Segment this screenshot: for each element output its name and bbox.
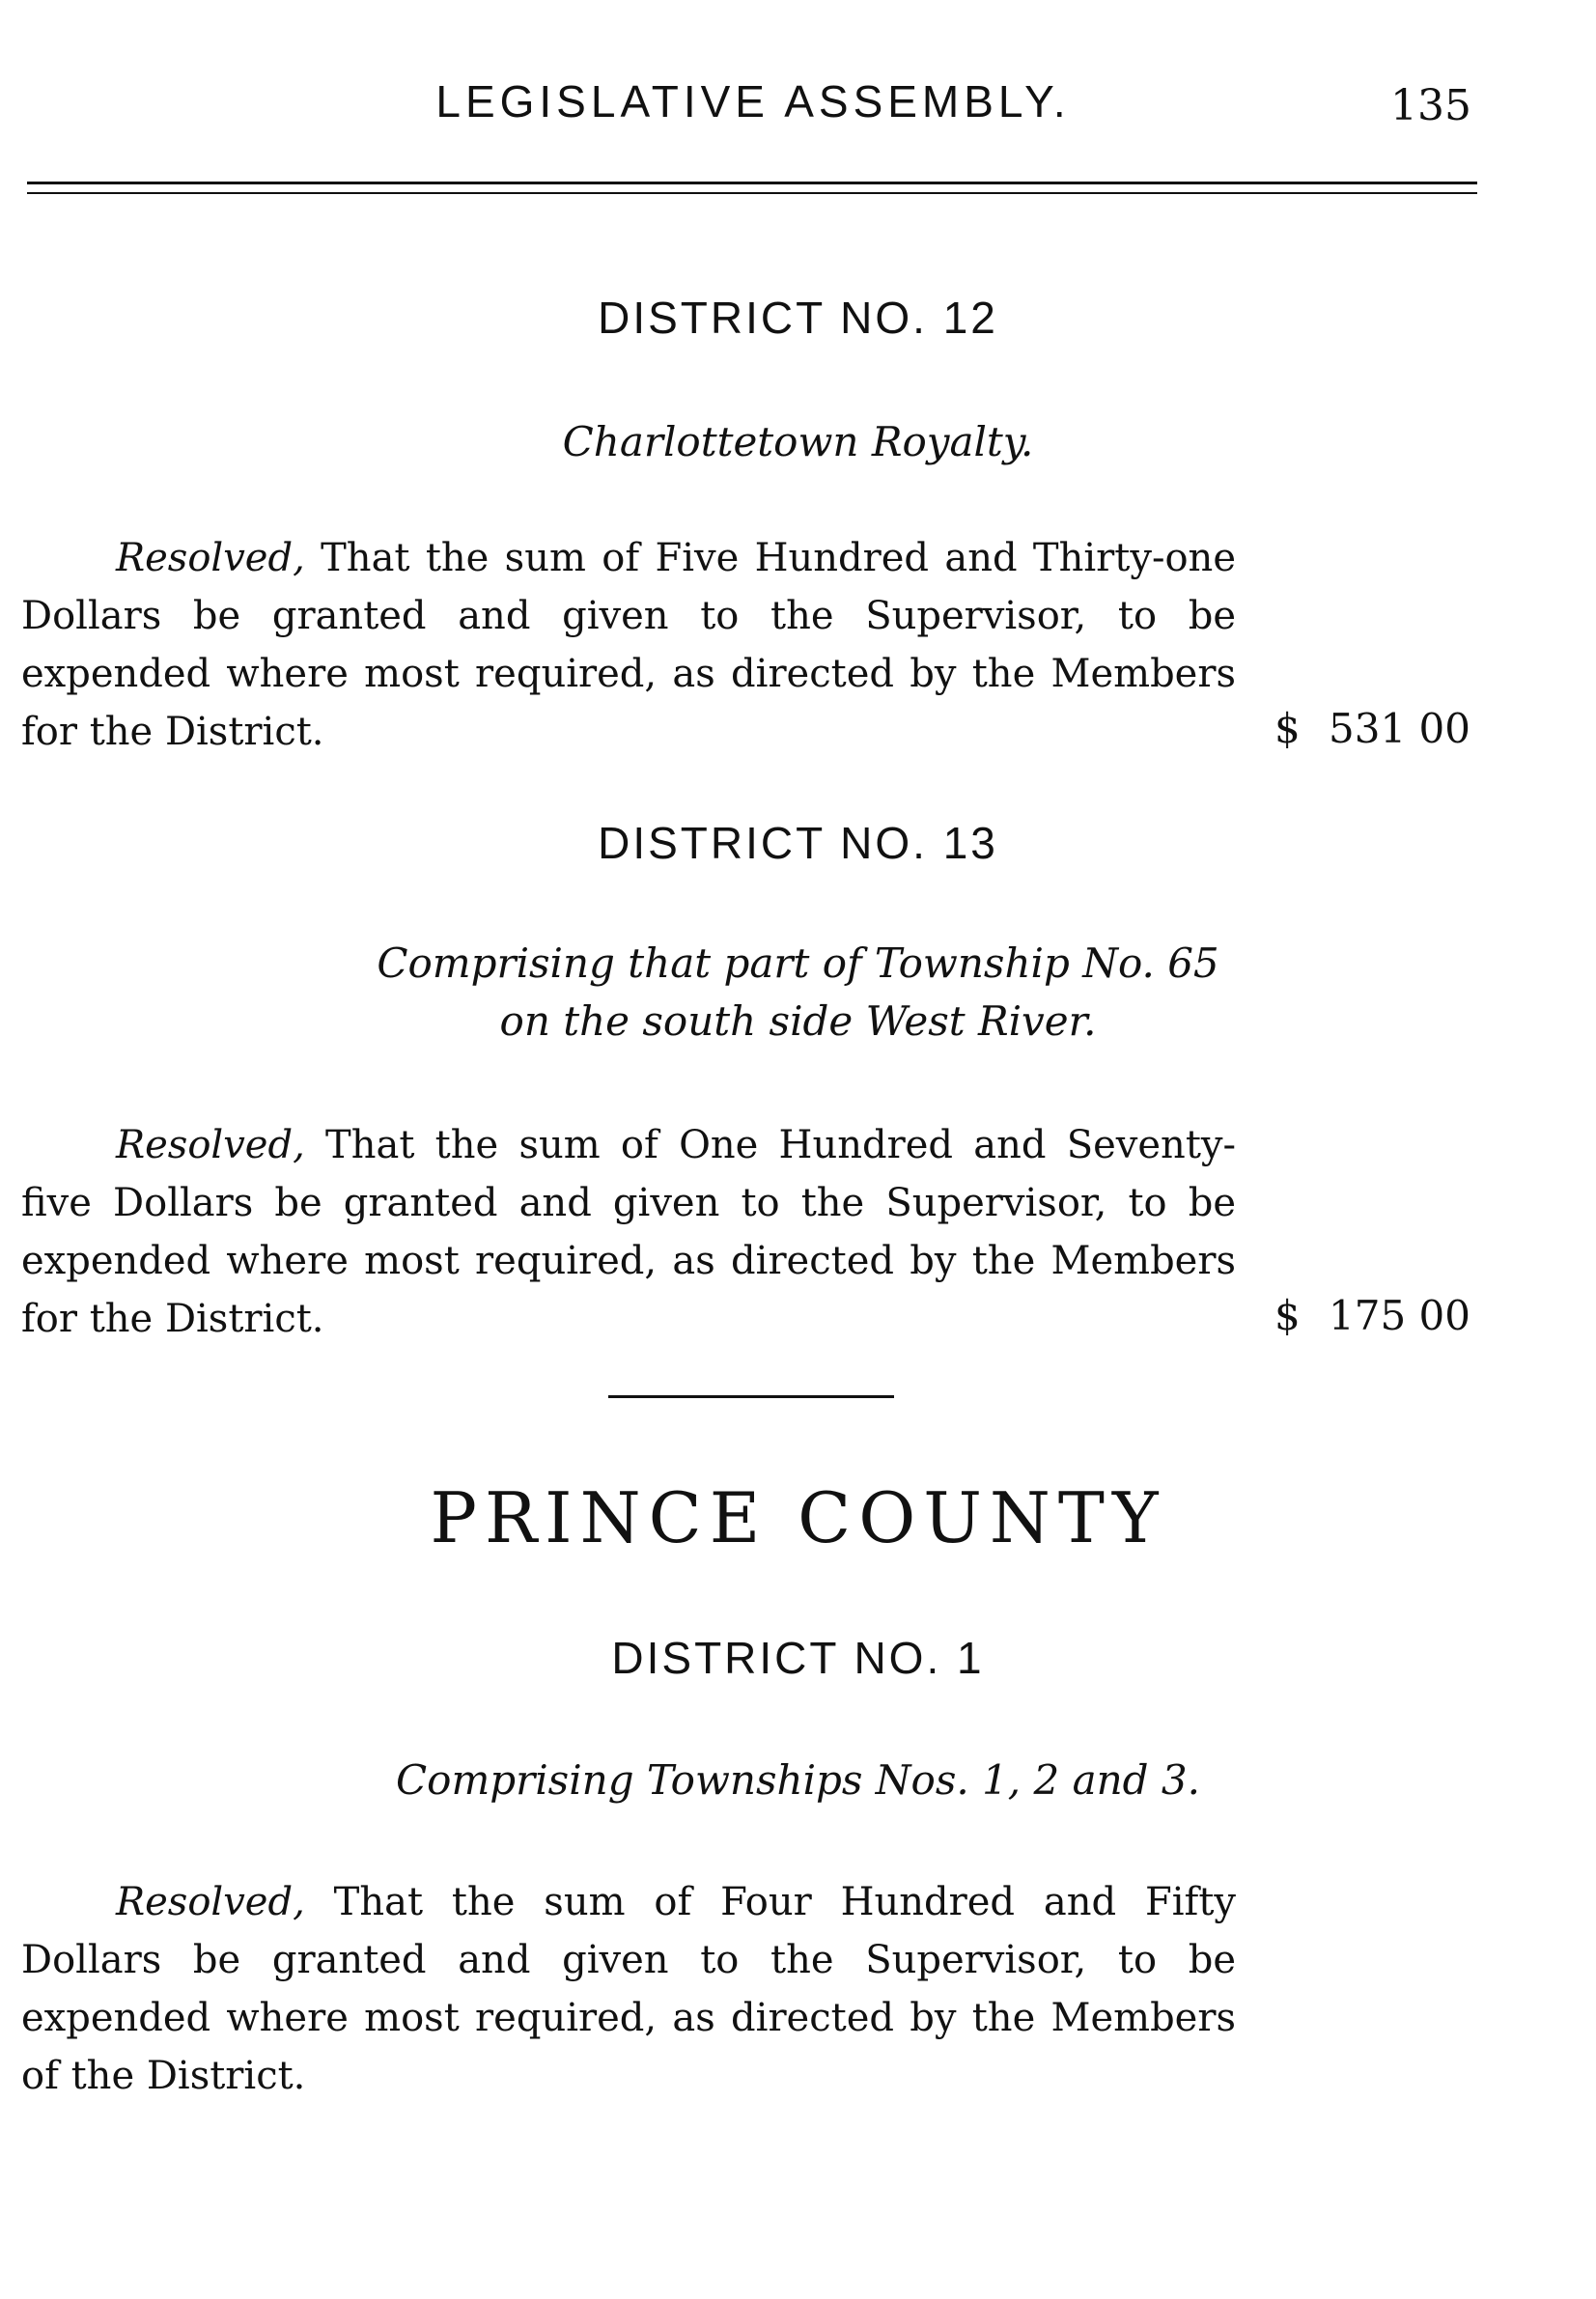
district-12-resolution — [21, 529, 1236, 761]
district-13-subtitle-line1: Comprising that part of Township No. 65 — [377, 939, 1219, 987]
prince-district-1-resolution — [21, 1873, 1236, 2105]
resolution-text: That the sum of Four Hundred and Fifty Dollars be granted and given to the Supervisor, to be expended where most required, as directed by the Members of the District. — [21, 1880, 1236, 2098]
district-13-resolution — [21, 1116, 1236, 1348]
district-12-heading: DISTRICT NO. 12 — [598, 293, 998, 343]
district-13-heading: DISTRICT NO. 13 — [598, 818, 998, 868]
county-title: PRINCE COUNTY — [430, 1477, 1166, 1558]
amount-value: 175 00 — [1329, 1292, 1470, 1339]
amount-value: 531 00 — [1329, 705, 1470, 752]
resolution-text: That the sum of Five Hundred and Thirty-one Dollars be granted and given to the Supervisor, to be expended where most required, as directed by the Members for the District. — [21, 536, 1236, 754]
district-13-subtitle-line2: on the south side West River. — [499, 997, 1097, 1045]
resolution-text: That the sum of One Hundred and Seventy-five Dollars be granted and given to the Supervisor, to be expended where most required, as directed by the Members for the District. — [21, 1123, 1236, 1341]
dollar-sign: $ — [1274, 1292, 1301, 1339]
prince-district-1-heading: DISTRICT NO. 1 — [611, 1633, 985, 1683]
section-divider — [608, 1395, 894, 1398]
running-title: LEGISLATIVE ASSEMBLY. — [435, 76, 1071, 126]
header-double-rule — [27, 182, 1477, 194]
running-head — [0, 75, 1596, 133]
resolved-lead: Resolved, — [116, 536, 305, 580]
district-13-amount — [1274, 1292, 1487, 1339]
resolved-lead: Resolved, — [116, 1123, 305, 1167]
district-12-amount — [1274, 705, 1487, 752]
prince-district-1-subtitle: Comprising Townships Nos. 1, 2 and 3. — [396, 1756, 1200, 1804]
dollar-sign: $ — [1274, 705, 1301, 752]
district-12-subtitle: Charlottetown Royalty. — [562, 418, 1034, 465]
resolved-lead: Resolved, — [116, 1880, 305, 1924]
page-number: 135 — [1390, 81, 1471, 130]
